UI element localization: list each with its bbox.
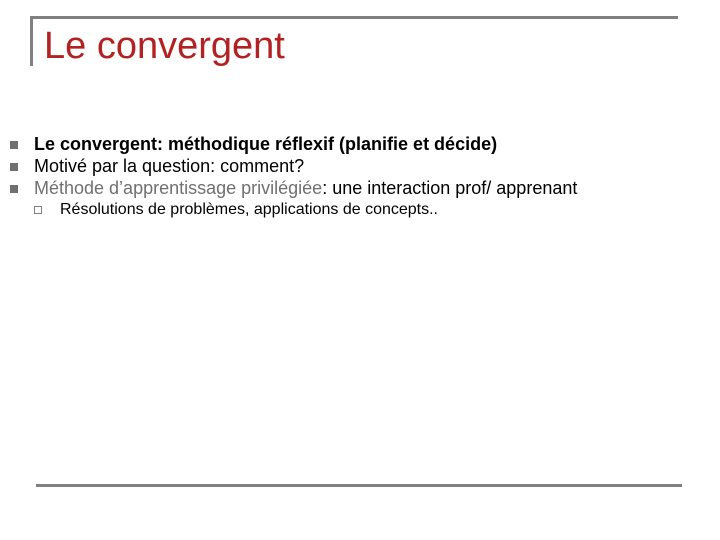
- square-bullet-icon: [10, 141, 18, 149]
- bullet-text-1: Le convergent: méthodique réflexif (planifie et décide): [34, 134, 498, 154]
- hollow-square-bullet-icon: [34, 206, 42, 214]
- sub-bullet-text-1: Résolutions de problèmes, applications de concepts..: [60, 201, 438, 218]
- left-frame-line: [30, 16, 33, 66]
- slide-body: [10, 133, 630, 221]
- bullet-text-3-highlight: Méthode d’apprentissage privilégiée: [34, 178, 323, 198]
- square-bullet-icon: [10, 163, 18, 171]
- bottom-frame-line: [36, 484, 682, 487]
- top-frame-line: [30, 16, 678, 19]
- slide-title: Le convergent: [44, 25, 285, 67]
- square-bullet-icon: [10, 185, 18, 193]
- bullet-item-2: [10, 155, 630, 177]
- bullet-text-2: Motivé par la question: comment?: [34, 156, 305, 176]
- bullet-text-3-rest: : une interaction prof/ apprenant: [322, 178, 578, 198]
- bullet-item-1: [10, 133, 630, 155]
- bullet-text-3: [34, 177, 630, 199]
- sub-bullet-item-1: [34, 199, 630, 221]
- bullet-item-3: [10, 177, 630, 199]
